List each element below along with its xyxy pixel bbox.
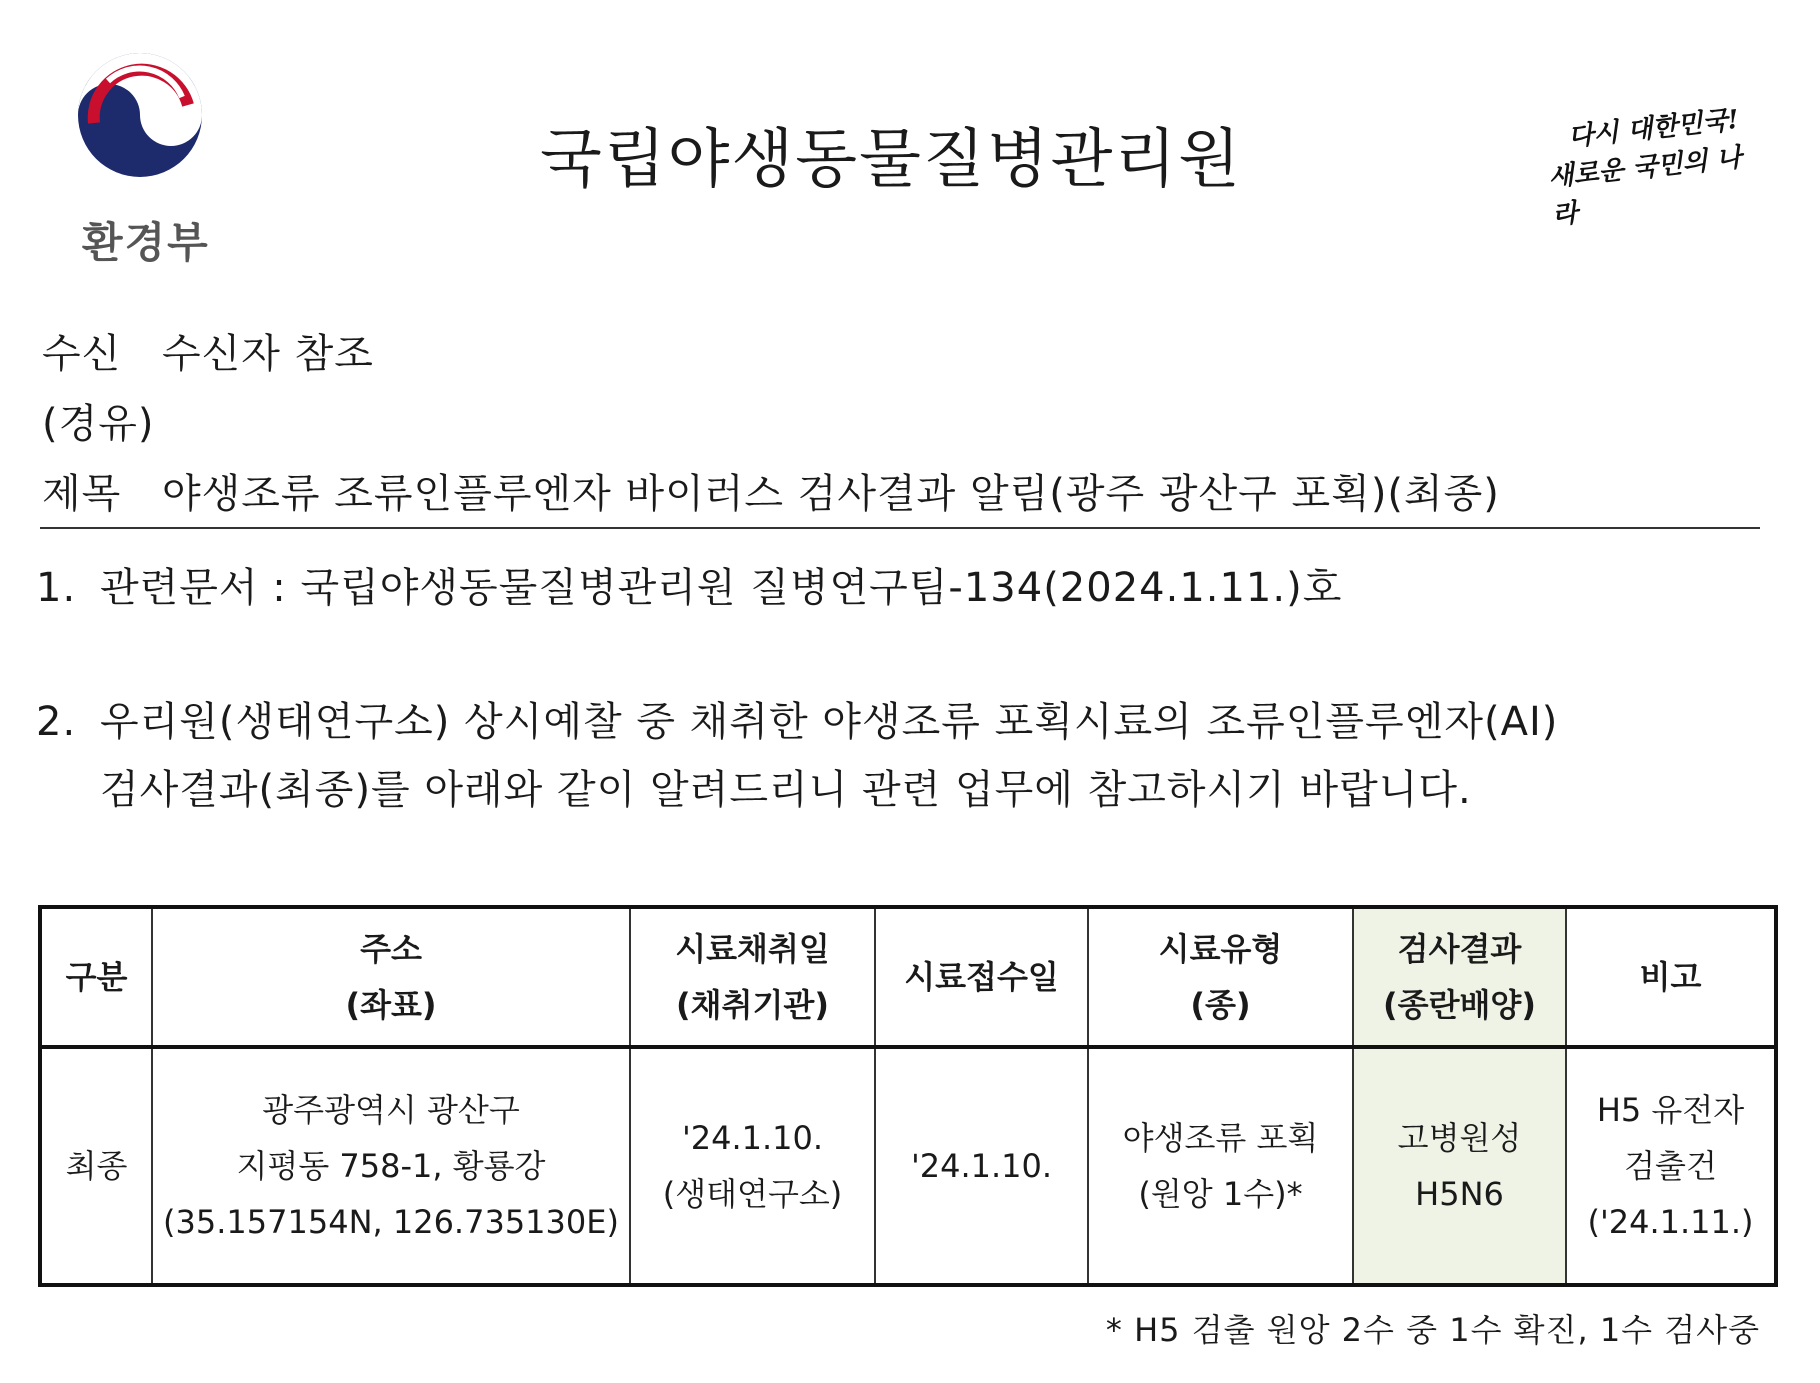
test-result-table (38, 905, 1778, 1287)
header-remarks: 비고 (1566, 907, 1776, 1047)
header-address: 주소 (좌표) (152, 907, 630, 1047)
header-receipt-date: 시료접수일 (875, 907, 1088, 1047)
subject-row (42, 462, 1500, 519)
cell-sample-type: 야생조류 포획 (원앙 1수)* (1088, 1047, 1353, 1285)
slogan-line-1: 다시 대한민국! (1566, 104, 1741, 153)
paragraph-1-text: 관련문서 : 국립야생동물질병관리원 질병연구팀-134(2024.1.11.)호 (100, 565, 1343, 611)
subject-label: 제목 (42, 471, 122, 517)
paragraph-2-number: 2. (36, 699, 77, 745)
cell-address: 광주광역시 광산구 지평동 758-1, 황룡강 (35.157154N, 126.735130E) (152, 1047, 630, 1285)
paragraph-2-line-2: 검사결과(최종)를 아래와 같이 알려드리니 관련 업무에 참고하시기 바랍니다. (100, 767, 1472, 813)
cell-collection-date: '24.1.10. (생태연구소) (630, 1047, 875, 1285)
paragraph-2-text-1: 우리원(생태연구소) 상시예찰 중 채취한 야생조류 포획시료의 조류인플루엔자(AI) (100, 699, 1559, 745)
cell-receipt-date: '24.1.10. (875, 1047, 1088, 1285)
recipient-value: 수신자 참조 (162, 331, 374, 377)
recipient-row (42, 322, 374, 379)
paragraph-1 (36, 556, 1342, 613)
cell-category: 최종 (40, 1047, 152, 1285)
header-sample-type: 시료유형 (종) (1088, 907, 1353, 1047)
paragraph-2-line-1 (36, 690, 1558, 747)
agency-title: 국립야생동물질병관리원 (540, 123, 1243, 197)
cell-test-result: 고병원성 H5N6 (1353, 1047, 1566, 1285)
subject-value: 야생조류 조류인플루엔자 바이러스 검사결과 알림(광주 광산구 포획)(최종) (162, 471, 1500, 517)
header-divider (40, 527, 1760, 529)
header-test-result: 검사결과 (종란배양) (1353, 907, 1566, 1047)
government-emblem-logo (70, 45, 210, 195)
slogan-line-2: 새로운 국민의 나라 (1547, 142, 1744, 231)
via-label: (경유) (42, 401, 155, 447)
table-row (40, 1047, 1776, 1285)
cell-remarks: H5 유전자 검출건 ('24.1.11.) (1566, 1047, 1776, 1285)
ministry-name: 환경부 (82, 218, 210, 267)
recipient-label: 수신 (42, 331, 122, 377)
table-header-row (40, 907, 1776, 1047)
table-footnote: * H5 검출 원앙 2수 중 1수 확진, 1수 검사중 (1105, 1311, 1760, 1349)
header-collection-date: 시료채취일 (채취기관) (630, 907, 875, 1047)
paragraph-1-number: 1. (36, 565, 77, 611)
header-category: 구분 (40, 907, 152, 1047)
slogan-signature (1543, 99, 1764, 234)
via-row (42, 392, 155, 449)
